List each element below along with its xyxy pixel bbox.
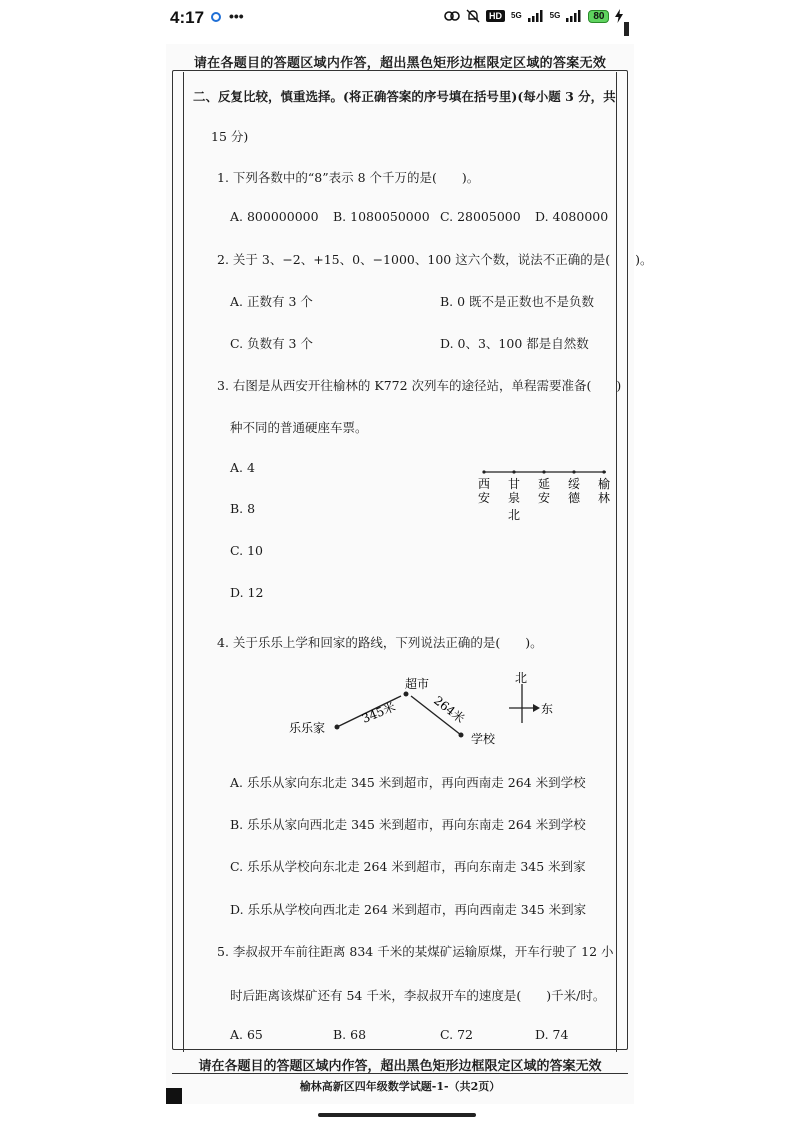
q4-option-c[interactable]: C. 乐乐从学校向东北走 264 米到超市，再向东南走 345 米到家 bbox=[230, 859, 586, 874]
q1-option-c[interactable]: C. 28005000 bbox=[440, 209, 521, 224]
supermarket-label: 超市 bbox=[405, 677, 430, 691]
distance-264-label: 264米 bbox=[431, 693, 468, 726]
corner-marker bbox=[166, 1088, 182, 1104]
q5-option-d[interactable]: D. 74 bbox=[535, 1027, 569, 1042]
charging-icon bbox=[615, 9, 623, 23]
signal-icon-1 bbox=[528, 10, 544, 22]
svg-text:甘: 甘 bbox=[507, 477, 521, 491]
svg-text:榆: 榆 bbox=[597, 477, 611, 491]
route-map bbox=[285, 668, 565, 752]
q2-option-a[interactable]: A. 正数有 3 个 bbox=[230, 294, 313, 309]
header-note: 请在各题目的答题区域内作答，超出黑色矩形边框限定区域的答案无效 bbox=[193, 56, 607, 71]
q4-option-d[interactable]: D. 乐乐从学校向西北走 264 米到超市，再向西南走 345 米到家 bbox=[230, 902, 587, 917]
network-label-1: 5G bbox=[511, 11, 522, 20]
q3-stem-cont: 种不同的普通硬座车票。 bbox=[230, 420, 368, 435]
footer-note: 请在各题目的答题区域内作答，超出黑色矩形边框限定区域的答案无效 bbox=[198, 1059, 602, 1074]
q5-option-a[interactable]: A. 65 bbox=[230, 1027, 263, 1042]
q2-option-d[interactable]: D. 0、3、100 都是自然数 bbox=[440, 336, 589, 351]
q5-option-b[interactable]: B. 68 bbox=[333, 1027, 367, 1042]
q3-option-a[interactable]: A. 4 bbox=[230, 460, 255, 475]
q4-option-a[interactable]: A. 乐乐从家向东北走 345 米到超市，再向西南走 264 米到学校 bbox=[230, 775, 586, 790]
station-ganquanbei bbox=[508, 470, 520, 522]
svg-text:北: 北 bbox=[507, 508, 521, 522]
q2-option-b[interactable]: B. 0 既不是正数也不是负数 bbox=[440, 294, 595, 309]
svg-text:延: 延 bbox=[537, 477, 551, 491]
q5-stem: 5. 李叔叔开车前往距离 834 千米的某煤矿运输原煤，开车行驶了 12 小 bbox=[217, 944, 614, 959]
school-label: 学校 bbox=[471, 732, 496, 746]
q1-option-b[interactable]: B. 1080050000 bbox=[333, 209, 430, 224]
q4-option-b[interactable]: B. 乐乐从家向西北走 345 米到超市，再向东南走 264 米到学校 bbox=[230, 817, 586, 832]
battery-icon: 80 bbox=[588, 10, 609, 23]
footer-divider bbox=[172, 1073, 628, 1074]
q1-stem: 1. 下列各数中的“8”表示 8 个千万的是( )。 bbox=[217, 170, 480, 185]
status-icons bbox=[444, 9, 623, 23]
station-suide bbox=[568, 470, 581, 505]
svg-text:林: 林 bbox=[597, 491, 611, 505]
q3-stem: 3. 右图是从西安开往榆林的 K772 次列车的途径站，单程需要准备( ) bbox=[217, 378, 622, 393]
supermarket-point bbox=[404, 692, 409, 697]
page-footer: 榆林高新区四年级数学试题-1-（共2页） bbox=[299, 1080, 501, 1093]
notification-dot-icon bbox=[211, 12, 221, 22]
svg-text:安: 安 bbox=[537, 491, 551, 505]
section-title-cont: 15 分) bbox=[211, 129, 249, 144]
home-point bbox=[335, 725, 340, 730]
school-point bbox=[459, 733, 464, 738]
q1-option-d[interactable]: D. 4080000 bbox=[535, 209, 609, 224]
q2-option-c[interactable]: C. 负数有 3 个 bbox=[230, 336, 313, 351]
east-label: 东 bbox=[541, 702, 554, 716]
svg-text:安: 安 bbox=[477, 491, 491, 505]
scroll-indicator[interactable] bbox=[624, 22, 629, 36]
status-time: 4:17 bbox=[170, 8, 205, 27]
station-yanan bbox=[538, 470, 550, 505]
q5-option-c[interactable]: C. 72 bbox=[440, 1027, 473, 1042]
railway-diagram bbox=[470, 462, 620, 527]
more-icon: ••• bbox=[229, 8, 244, 24]
q1-option-a[interactable]: A. 800000000 bbox=[230, 209, 319, 224]
q5-stem-cont: 时后距离该煤矿还有 54 千米，李叔叔开车的速度是( )千米/时。 bbox=[230, 988, 606, 1003]
link-icon bbox=[444, 9, 460, 23]
section-title: 二、反复比较，慎重选择。(将正确答案的序号填在括号里)(每小题 3 分，共 bbox=[193, 89, 616, 104]
q3-option-d[interactable]: D. 12 bbox=[230, 585, 264, 600]
q3-option-b[interactable]: B. 8 bbox=[230, 501, 256, 516]
bell-muted-icon bbox=[466, 9, 480, 23]
svg-text:德: 德 bbox=[567, 491, 581, 505]
station-xian bbox=[478, 470, 490, 505]
q2-stem: 2. 关于 3、−2、+15、0、−1000、100 这六个数，说法不正确的是( )。 bbox=[217, 252, 653, 267]
distance-345-label: 345米 bbox=[359, 699, 398, 726]
home-label: 乐乐家 bbox=[289, 721, 326, 735]
q3-option-c[interactable]: C. 10 bbox=[230, 543, 263, 558]
hd-badge: HD bbox=[486, 10, 505, 22]
station-yulin bbox=[598, 470, 610, 505]
status-bar bbox=[0, 0, 794, 36]
network-label-2: 5G bbox=[549, 11, 561, 20]
north-label: 北 bbox=[515, 671, 528, 685]
home-indicator[interactable] bbox=[318, 1113, 476, 1117]
q4-stem: 4. 关于乐乐上学和回家的路线，下列说法正确的是( )。 bbox=[217, 635, 543, 650]
svg-text:泉: 泉 bbox=[507, 491, 521, 505]
compass-icon bbox=[509, 671, 553, 723]
svg-text:绥: 绥 bbox=[567, 477, 581, 491]
signal-icon-2 bbox=[566, 10, 582, 22]
svg-text:西: 西 bbox=[477, 477, 491, 491]
